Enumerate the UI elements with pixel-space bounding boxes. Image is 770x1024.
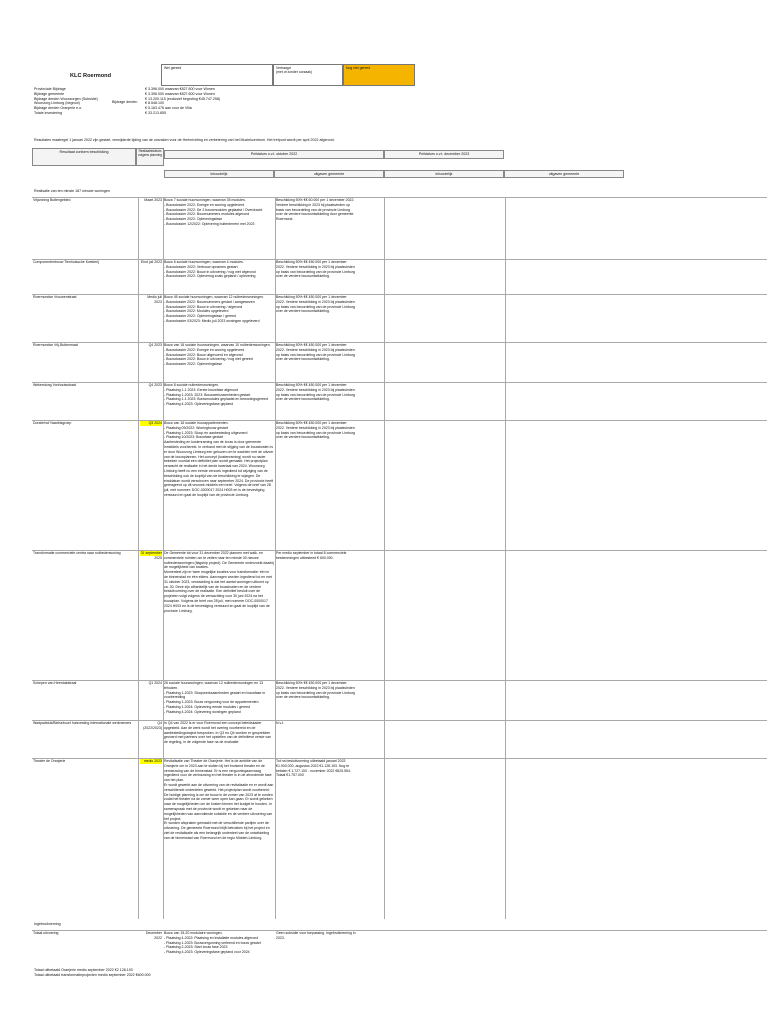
column-divider	[505, 421, 506, 551]
row-description: Bouw 45 sociale huurwoningen, waarvan 12 nultredenwoningen. - Bouwdossier 2022: Bouwnummers gestart / aangewezen - Bouwdossier 2022: Bouw in uitvoering / afgerond - Bouwdossier 2022: Modules opgeleverd - Bouwdossier 2022: Opleveringsfase / gereed - Bouwdossier 03/2023: Medio juli 2023 woningen opgeleverd	[164, 295, 265, 323]
column-divider	[138, 421, 139, 551]
row-name: Donderhof Naarbisgroep	[33, 421, 72, 425]
column-divider	[505, 721, 506, 759]
header-sub-a: inhoudelijk	[164, 170, 274, 178]
column-divider	[384, 551, 385, 681]
column-divider	[163, 383, 164, 421]
column-divider	[138, 198, 139, 260]
row-date: December 2022	[145, 931, 162, 940]
row-date: Q3 2024	[140, 421, 162, 426]
legend-not-ready-label: Nog niet gereed	[346, 66, 371, 70]
row-date: Q4 (2022/2023)	[143, 721, 162, 730]
column-divider	[505, 260, 506, 295]
row-status: Tot na besluitvorming uitbetaald januari 2023 €1.900.000, augustus 2022 €1.128.193. Nog te betalen € 1.727.100 - november 2022 €625.554. Totaal €1.757.000	[276, 759, 351, 778]
row-name: Theater de Oranjerie	[33, 759, 66, 763]
header-period-1: Peildatum o.v.t. oktober 2022	[164, 150, 384, 159]
column-divider	[138, 343, 139, 383]
column-divider	[275, 551, 276, 681]
section-heading-usage: Ingebruikneming	[34, 922, 61, 926]
table-row	[32, 197, 767, 260]
row-description: Bouw 6 sociale huurwoningen, waarvan 4 modules. - Bouwdossier 2022: Verbouw opnames gestart - Bouwdossier 2022: Bouw in uitvoering / nog niet afgerond - Bouwdossier 2022: Oplevering zoals gepland / oplevering	[164, 260, 256, 279]
column-divider	[275, 383, 276, 421]
row-description: In Q4 van 2022 is er voor Roermond een concept beleidskader opgesteld. Aan de werk wordt het overleg voorbereid en de aanbestedingstraject besproken. In Q3 en Q4 worden er gesprekken gevoerd met partners over het opstellen van de definitieve versie van de regeling, in de volgende fase na de evaluatie.	[164, 721, 272, 745]
total-line: Totaal uitbetaald Oranjerie medio september 2022 €2 128.193	[34, 968, 133, 972]
column-divider	[384, 260, 385, 295]
column-divider	[505, 383, 506, 421]
column-divider	[275, 681, 276, 721]
column-divider	[384, 343, 385, 383]
row-description: De Gemeente tot voor 31 december 2022 plannen met walk- en commerciele ruimten om te zetten naar ten minste 30 nieuwe nultredenwoningen (flagship project). De Gemeente onderzoekt daarbij de mogelijkheid van locaties. Momenteel zijn er twee mogelijke locaties voor transformatie: één in de binnenstad en één elders. Aanvragen worden ingediend tot en met 31 oktober 2023, verwachting is dat het aantal woningen uitkomt op ca. 30. Deze zijn afhankelijk van de bouwkosten en de verdere besluitvorming over de realisatie. Een definitief besluit over de projecten volgt volgens de verwachting voor 30 juni 2024 na het bouwplan. Volgens de brief van 28 juli, met nummer DOC-0000017 2024 H003 en is de bevestiging verstuurd en gaat de looptijd van de provincie Limburg.	[164, 551, 274, 613]
row-status: Beschikking 50% €€ 60.000 per 1 december 2022. Verdere beschikking in 2023 bij plaatsvinden op basis van beoordeling van de provincie Limburg over de verdere bouwontwikkeling door gemeente Roermond.	[276, 198, 355, 222]
section-heading-housing: Realisatie van ten minste 187 nieuwe woningen	[34, 189, 110, 193]
legend-not-ready	[343, 64, 415, 86]
column-divider	[163, 260, 164, 295]
row-status: Geen subsidie voor toepassing. Ingebruikneming in 2023.	[276, 931, 356, 940]
column-divider	[275, 721, 276, 759]
header-result: Resultaat conform beschikking	[32, 148, 136, 166]
intro-note: Resultaten maatregel 1 januari 2022 zijn gestart, verwijderde tijding van de oorzaken voor de Herinrichting en verbetering van het Muziekcentrum. Het trefpunt wordt per april 2022 afgerond.	[34, 138, 335, 142]
row-status: Beschikking 50% €€ 450.000 per 1 december 2022. Verdere beschikking in 2023 bij plaatsvinden op basis van beoordeling van de provincie Limburg over de verdere bouwontwikkeling.	[276, 421, 355, 440]
row-name: Componentenbouw Tienhuissche Kwekerij	[33, 260, 99, 264]
row-date: Eind juli 2023	[140, 260, 162, 264]
legend-delayed-label: Vertraagd (met of zonder oorzaak)	[276, 66, 312, 75]
column-divider	[138, 551, 139, 681]
column-divider	[275, 295, 276, 343]
table-row	[32, 382, 767, 421]
column-divider	[505, 551, 506, 681]
row-name: Roermondse Vrouwenstraat	[33, 295, 77, 299]
row-description: Bouw van 16 sociale huurappartementen. - Plaatsing 09/2022: Woningbouw gestart - Plaatsing 1-2023: Sloop en aanbesteding uitgevoerd - Plaatsing 10/2023: Bouwfase gestart Aanbesteding en kostenraming van de bouw is door gemeente inmiddels voorbereid. In verband met de stijging van de bouwkosten is er door Woonzorg Limburg een gekozen om te wachten met de uitvoer van de bouwplannen. Het concept (kostenraming) wordt nu nader bekeken voordat een definitief plan wordt gemaakt. Het projectplan verwacht de realisatie in het derde kwartaal van 2024. Woonzorg Limburg heeft nu een eerste verzoek ingediend tot wijziging van de beschikking ook de looptijd van de beschikking te wijzigen. De einddatum wordt verschoven naar september 2024. De provincie heeft gereageerd op dit verzoek middels een brief. Volgens de brief van 28 juli, met nummer: DOC-0000017 2024 H003 en is de bevestiging verstuurd en gaat de looptijd van de provincie Limburg.	[164, 421, 274, 497]
column-divider	[384, 759, 385, 919]
column-divider	[384, 421, 385, 551]
row-description: Bouw 7 sociale huurwoningen, waarvan 35 modules. - Bouwdossier 2022: Energie en woning opgeleverd - Bouwdossier 2022: De 2 bouwmodules geplaatst / Overdracht - Bouwdossier 2022: Bouwnummers modules afgerond - Bouwdossier 2022: Opleveringsfase - Bouwdossier 12/2022: Oplevering buitenterrein mei 2023	[164, 198, 263, 226]
header-sub-d: uitgaven gemeente	[504, 170, 624, 178]
column-divider	[384, 295, 385, 343]
row-date: medio 2023	[140, 759, 162, 764]
column-divider	[138, 260, 139, 295]
column-divider	[163, 721, 164, 759]
row-date: Q1 2024	[148, 681, 162, 685]
row-name: Vrijwoning Buitengebied	[33, 198, 71, 202]
row-description: Revitalisatie van Theater de Oranjerie. Het is de ambitie van de Oranjerie om in 2023 aan te sluiten bij het bruisend theater en de vernieuwing van de binnenstad. Er is een vergunningaanvraag ingediend voor de verbouwing en het theater is in de afrondende fase van het plan. Er wordt gewerkt aan de uitvoering van de revitalisatie en er wordt aan verschillende onderdelen gewerkt. Het projectplan wordt voorbereid. De huidige planning is om de bouw in de zomer van 2023 af te ronden zodat het theater na de zomer weer open kan gaan. Er wordt gekeken naar de mogelijkheden om de kosten binnen het budget te houden. In samenspraak met de provincie wordt er gekeken naar de mogelijkheden van aanvullende subsidie en de verdere uitvoering van het project. Er worden afspraken gemaakt met de verschillende partijen over de uitvoering. De gemeente Roermond blijft betrokken bij het project en ziet de revitalisatie als een belangrijk onderdeel van de ontwikkeling van de binnenstad van Roermond en de regio Midden-Limburg.	[164, 759, 274, 840]
column-divider	[163, 551, 164, 681]
row-status: N.v.t.	[276, 721, 284, 725]
table-row	[32, 420, 767, 551]
row-description: Bouw van 16 sociale huurwoningen, waarvan 10 nultredenwoningen. - Bouwdossier 2022: Energie en woning opgeleverd - Bouwdossier 2022: Bouw uitgevoerd en afgerond - Bouwdossier 2022: Bouw in uitvoering / nog niet gereed - Bouwdossier 2022: Opleveringsfase	[164, 343, 271, 367]
column-divider	[384, 681, 385, 721]
column-divider	[384, 198, 385, 260]
row-status: Beschikking 50% €€ 450.000 per 1 december 2022. Verdere beschikking in 2023 bij plaatsvinden op basis van beoordeling van de provincie Limburg over de verdere bouwontwikkeling.	[276, 260, 355, 279]
header-sub-b: uitgaven gemeente	[274, 170, 384, 178]
column-divider	[505, 343, 506, 383]
column-divider	[275, 759, 276, 919]
column-divider	[163, 681, 164, 721]
column-divider	[275, 421, 276, 551]
legend-ready	[161, 64, 273, 86]
column-divider	[163, 198, 164, 260]
table-row	[32, 720, 767, 759]
header-period-2: Peildatum o.v.t. december 2023	[384, 150, 504, 159]
table-row	[32, 294, 767, 343]
row-status: Per medio september in totaal 8 commerciele bestemmingen uitbesteed € 600.000.	[276, 551, 347, 560]
row-description: 26 sociale huurwoningen, waarvan 12 nultredenwoningen en 13 tehuizen. - Plaatsing 1-2023: Sloopwerkzaamheden gestart en bouwfase in voorbereiding - Plaatsing 1-2023: Bouw vergunning voor de appartementen - Plaatsing 1-2024: Oplevering eerste modules / gereed - Plaatsing 4-2024: Oplevering woningen gepland	[164, 681, 266, 714]
column-divider	[275, 343, 276, 383]
column-divider	[138, 295, 139, 343]
column-divider	[163, 759, 164, 919]
column-divider	[384, 383, 385, 421]
table-row	[32, 259, 767, 295]
page-title: KLC Roermond	[70, 73, 112, 79]
funding-derden-note: Bijdrage derden	[112, 100, 138, 104]
table-row	[32, 550, 767, 681]
column-divider	[138, 721, 139, 759]
column-divider	[163, 295, 164, 343]
row-name: Schepen van Heerdakstraat	[33, 681, 77, 685]
row-description: Bouw van 15-20 modulaire woningen. - Plaatsing 4-2022: Plaatsing en installatie modules afgerond - Plaatsing 1-2023: Bouwvergunning verleend en bouw gestart - Plaatsing 2-2023: Start bouw fase 2023 - Plaatsing 4-2023: Opleveringsfase gepland voor 2024	[164, 931, 261, 955]
row-name: Wekerstong Vonhoutsstraat	[33, 383, 76, 387]
legend-delayed	[273, 64, 343, 86]
row-status: Beschikking 50% €€ 450.000 per 1 december 2022. Verdere beschikking in 2023 bij plaatsvinden op basis van beoordeling van de provincie Limburg over de verdere bouwontwikkeling.	[276, 343, 355, 362]
funding-labels: Provinciale Bijdrage Bijdrage gemeente Bijdrage derden Woonzorgen (Subsidie) Woonzorg Limburg (begroot) Bijdrage derden Oranjerie e.o. Totale investering	[34, 87, 98, 115]
row-name: Roermondse Vrij-Buitenmaat	[33, 343, 78, 347]
column-divider	[505, 295, 506, 343]
row-date: 31 september 2025	[140, 551, 162, 560]
row-status: Beschikking 50% €€ 450.000 per 1 december 2022. Verdere beschikking in 2023 bij plaatsvinden op basis van beoordeling van de provincie Limburg over de verdere bouwontwikkeling.	[276, 681, 355, 700]
row-status: Beschikking 50% €€ 450.000 per 1 december 2022. Verdere beschikking in 2023 bij plaatsvinden op basis van beoordeling van de provincie Limburg over de verdere bouwontwikkeling.	[276, 295, 355, 314]
row-status: Beschikking 50% €€ 450.000 per 1 december 2022. Verdere beschikking in 2023 bij plaatsvinden op basis van beoordeling van de provincie Limburg over de verdere bouwontwikkeling.	[276, 383, 355, 402]
row-description: Bouw 8 sociale nultredenwoningen. - Plaatsing 1-1 2023: Eerste bouwfase afgerond - Plaatsing 1-2023: 2023: Bouwwerkzaamheden gestart - Plaatsing 1-1 2023: Bouwmodules geplaatst en bewoningsgereed - Plaatsing 4-2023: Opleveringsfase gepland	[164, 383, 268, 407]
column-divider	[275, 198, 276, 260]
legend-ready-label: Wel gereed	[164, 66, 182, 70]
column-divider	[138, 759, 139, 919]
row-date: Medio juli 2023	[147, 295, 162, 304]
table-row	[32, 930, 767, 967]
header-sub-c: inhoudelijk	[384, 170, 504, 178]
row-name: Wadpadstuk/Bielsebuurt huisvesting internationale werknemers	[33, 721, 132, 725]
row-name: Totaal uitvoering	[33, 931, 59, 935]
column-divider	[138, 383, 139, 421]
column-divider	[275, 260, 276, 295]
row-date: Q4 2023	[148, 383, 162, 387]
column-divider	[505, 759, 506, 919]
table-row	[32, 680, 767, 721]
column-divider	[505, 198, 506, 260]
table-row	[32, 342, 767, 383]
table-row	[32, 758, 767, 919]
column-divider	[384, 721, 385, 759]
column-divider	[163, 343, 164, 383]
column-divider	[505, 681, 506, 721]
funding-amounts: € 3.396.000 waarvan €827.600 voor Wonen € 3.396.000 waarvan €827.600 voor Wonen € 13.200.115 (exclusief begroting €45.747.258) € 8.548.100 € 5.163.476 aan voor de Villa € 33.213.855	[145, 87, 221, 115]
row-date: Q4 2023	[148, 343, 162, 347]
column-divider	[138, 681, 139, 721]
column-divider	[163, 421, 164, 551]
row-name: Transformatie commerciele centra naar nultredenwoning	[33, 551, 121, 555]
row-date: Maart 2023	[144, 198, 162, 202]
total-line: Totaal uitbetaald transformatieprojecten medio september 2022 €600.000	[34, 973, 151, 977]
header-date: Realisatiedatum volgens planning	[136, 148, 164, 166]
